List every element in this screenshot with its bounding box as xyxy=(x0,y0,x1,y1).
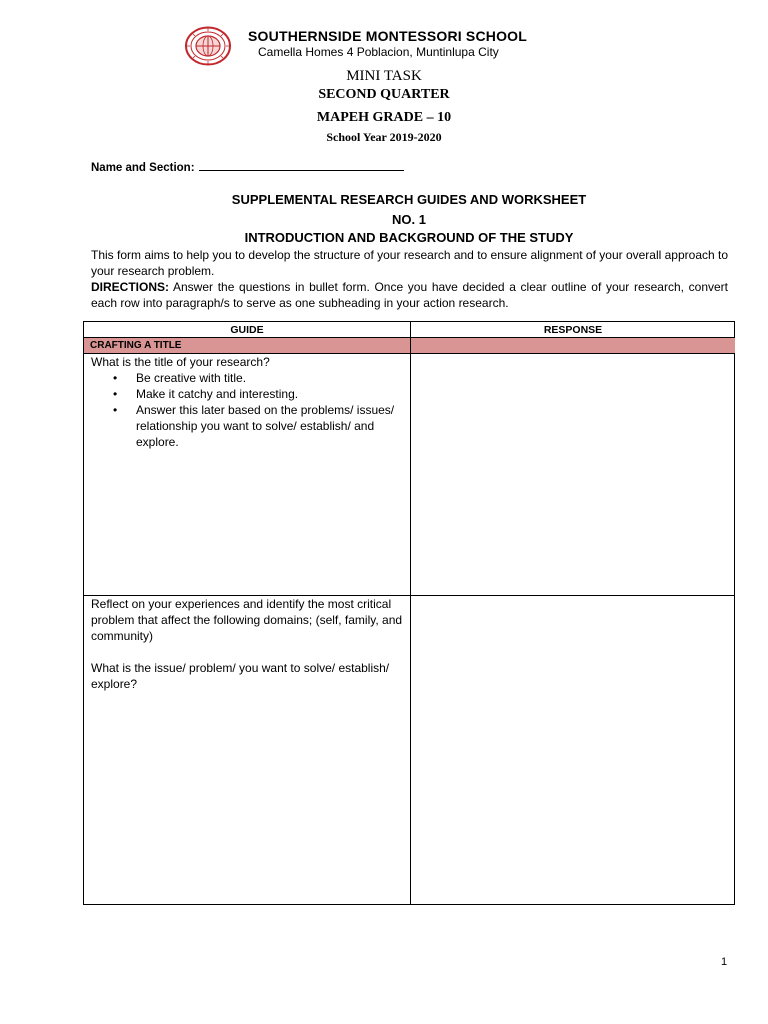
response-column-header: RESPONSE xyxy=(543,324,603,336)
reflect-paragraph: Reflect on your experiences and identify the most critical problem that affect the following domains; (self, family, and community) xyxy=(91,597,403,643)
school-seal-logo xyxy=(184,26,232,66)
table-row-problem-guide xyxy=(91,596,403,692)
issue-question: What is the issue/ problem/ you want to solve/ establish/ explore? xyxy=(91,661,390,691)
page-number: 1 xyxy=(721,956,728,968)
bullet-icon: • xyxy=(113,403,118,417)
guide-response-table xyxy=(83,321,735,905)
school-address: Camella Homes 4 Poblacion, Muntinlupa City xyxy=(258,45,499,59)
bullet-icon: • xyxy=(113,387,118,401)
list-item: • Answer this later based on the problems/ issues/ relationship you want to solve/ establish/ and explore. xyxy=(113,403,395,449)
task-title: MINI TASK xyxy=(346,68,422,84)
directions-text: Answer the questions in bullet form. Once you have decided a clear outline of your research, convert each row into paragraph/s to serve as one subheading in your action research. xyxy=(91,280,728,310)
title-tips-list xyxy=(91,370,403,450)
title-question: What is the title of your research? xyxy=(91,355,270,369)
list-item: • Be creative with title. xyxy=(113,371,247,385)
subject-grade: MAPEH GRADE – 10 xyxy=(316,110,452,125)
directions-paragraph xyxy=(91,279,728,311)
school-name: SOUTHERNSIDE MONTESSORI SCHOOL xyxy=(248,28,528,44)
section-band-response xyxy=(411,338,735,353)
column-divider xyxy=(410,322,411,904)
bullet-icon: • xyxy=(113,371,118,385)
quarter-label: SECOND QUARTER xyxy=(318,87,450,102)
intro-paragraph: This form aims to help you to develop the structure of your research and to ensure alignment of your overall approach to your research problem. xyxy=(91,248,729,278)
worksheet-subheading: INTRODUCTION AND BACKGROUND OF THE STUDY xyxy=(244,230,574,245)
directions-label: DIRECTIONS: xyxy=(91,280,169,294)
section-label: CRAFTING A TITLE xyxy=(90,340,182,351)
table-row-title-guide xyxy=(91,354,403,450)
worksheet-number: NO. 1 xyxy=(392,212,426,227)
name-section-blank[interactable] xyxy=(199,159,404,171)
name-section-row xyxy=(91,159,404,174)
name-section-label: Name and Section: xyxy=(91,162,195,174)
guide-column-header: GUIDE xyxy=(230,324,264,336)
list-item: • Make it catchy and interesting. xyxy=(113,387,299,401)
worksheet-heading: SUPPLEMENTAL RESEARCH GUIDES AND WORKSHEET xyxy=(231,192,587,207)
school-year: School Year 2019-2020 xyxy=(326,130,442,144)
